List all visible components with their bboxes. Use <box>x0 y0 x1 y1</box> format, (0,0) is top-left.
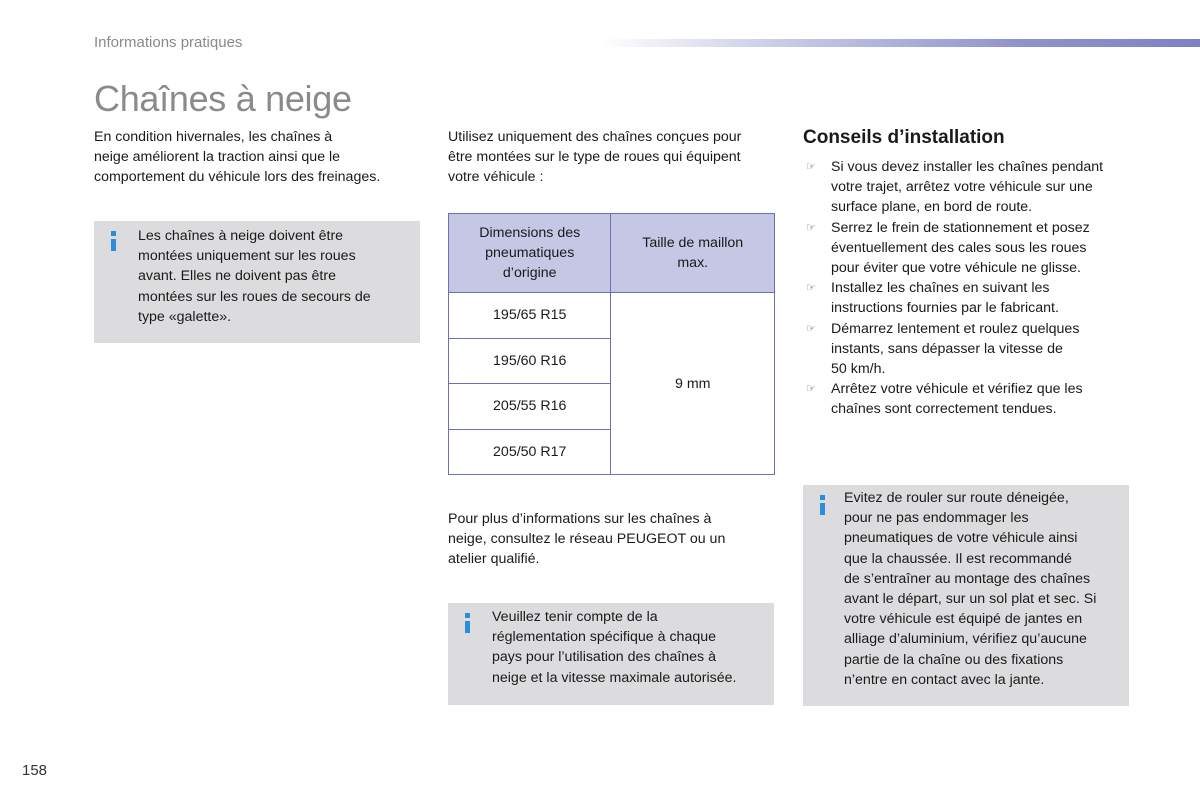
text-line: Si vous devez installer les chaînes pendant <box>831 159 1104 175</box>
list-item <box>803 379 1133 419</box>
text-line: montées uniquement sur les roues <box>138 248 356 265</box>
text-line: pour éviter que votre véhicule ne glisse. <box>831 260 1081 277</box>
info-icon <box>111 231 116 251</box>
text-line: instructions fournies par le fabricant. <box>831 300 1059 317</box>
text-line: avant le départ, sur un sol plat et sec. Si <box>844 591 1097 608</box>
pointing-hand-icon: ☞ <box>806 282 816 295</box>
section-label: Informations pratiques <box>94 34 243 51</box>
list-item <box>803 278 1133 318</box>
text-line: n’entre en contact avec la jante. <box>844 671 1045 688</box>
table-row <box>449 293 775 339</box>
text-line: Utilisez uniquement des chaînes conçues pour <box>448 129 742 145</box>
tire-size-cell: 195/65 R15 <box>449 293 611 339</box>
text-line: neige et la vitesse maximale autorisée. <box>492 669 737 686</box>
header-gradient-band <box>600 39 1200 47</box>
intro-paragraph <box>94 127 414 188</box>
installation-tips-list <box>803 157 1133 420</box>
info-icon <box>820 495 825 515</box>
text-line: pays pour l’utilisation des chaînes à <box>492 649 716 666</box>
more-info-paragraph <box>448 509 778 570</box>
page-title: Chaînes à neige <box>94 78 352 119</box>
text-line: pneumatiques de votre véhicule ainsi <box>844 530 1078 547</box>
info-icon <box>465 613 470 633</box>
text-line: montées sur les roues de secours de <box>138 288 371 305</box>
info-text <box>138 226 408 327</box>
text-line: Arrêtez votre véhicule et vérifiez que les <box>831 381 1083 398</box>
pointing-hand-icon: ☞ <box>806 322 816 335</box>
tire-size-cell: 205/50 R17 <box>449 429 611 475</box>
table-header-row <box>449 214 775 293</box>
text-line: type «galette». <box>138 308 232 325</box>
tire-size-table <box>448 213 775 475</box>
pointing-hand-icon: ☞ <box>806 383 816 396</box>
link-size-cell: 9 mm <box>611 293 775 475</box>
text-line: atelier qualifié. <box>448 551 540 568</box>
installation-tips-title: Conseils d’installation <box>803 127 1005 148</box>
list-item <box>803 319 1133 380</box>
text-line: comportement du véhicule lors des freinages. <box>94 169 381 186</box>
tire-size-cell: 205/55 R16 <box>449 384 611 430</box>
header-link-size <box>611 214 775 293</box>
info-text <box>844 488 1126 690</box>
text-line: neige améliorent la traction ainsi que le <box>94 149 341 166</box>
info-box-front-wheels <box>94 221 420 343</box>
text-line: éventuellement des cales sous les roues <box>831 239 1087 256</box>
text-line: réglementation spécifique à chaque <box>492 629 717 646</box>
text-line: votre trajet, arrêtez votre véhicule sur une <box>831 179 1093 196</box>
usage-paragraph <box>448 127 778 188</box>
pointing-hand-icon: ☞ <box>806 221 816 234</box>
text-line: Evitez de rouler sur route déneigée, <box>844 490 1069 506</box>
header-text: Dimensions des pneumatiques d’origine <box>479 224 581 282</box>
text-line: Veuillez tenir compte de la <box>492 609 658 625</box>
header-text: Taille de maillon max. <box>642 234 744 271</box>
text-line: que la chaussée. Il est recommandé <box>844 550 1072 567</box>
text-line: avant. Elles ne doivent pas être <box>138 268 336 285</box>
text-line: instants, sans dépasser la vitesse de <box>831 340 1063 357</box>
text-line: votre véhicule est équipé de jantes en <box>844 611 1083 628</box>
text-line: alliage d’aluminium, vérifiez qu’aucune <box>844 631 1087 648</box>
text-line: de s’entraîner au montage des chaînes <box>844 570 1091 587</box>
tire-size-cell: 195/60 R16 <box>449 338 611 384</box>
text-line: Les chaînes à neige doivent être <box>138 228 344 244</box>
list-item <box>803 218 1133 279</box>
text-line: pour ne pas endommager les <box>844 510 1029 527</box>
info-box-regulations <box>448 603 774 705</box>
text-line: Installez les chaînes en suivant les <box>831 280 1050 297</box>
text-line: Démarrez lentement et roulez quelques <box>831 320 1080 337</box>
text-line: être montées sur le type de roues qui équipent <box>448 149 741 166</box>
text-line: En condition hivernales, les chaînes à <box>94 129 333 145</box>
text-line: 50 km/h. <box>831 361 886 378</box>
text-line: chaînes sont correctement tendues. <box>831 401 1057 418</box>
text-line: votre véhicule : <box>448 169 544 186</box>
text-line: surface plane, en bord de route. <box>831 199 1033 216</box>
text-line: partie de la chaîne ou des fixations <box>844 651 1064 668</box>
text-line: Serrez le frein de stationnement et posez <box>831 219 1090 236</box>
page-number: 158 <box>22 762 48 779</box>
info-text <box>492 607 772 688</box>
list-item <box>803 157 1133 218</box>
text-line: neige, consultez le réseau PEUGEOT ou un <box>448 531 726 548</box>
text-line: Pour plus d’informations sur les chaînes à <box>448 511 712 527</box>
header-tire-dimensions <box>449 214 611 293</box>
info-box-cleared-road <box>803 485 1129 706</box>
pointing-hand-icon: ☞ <box>806 161 816 173</box>
